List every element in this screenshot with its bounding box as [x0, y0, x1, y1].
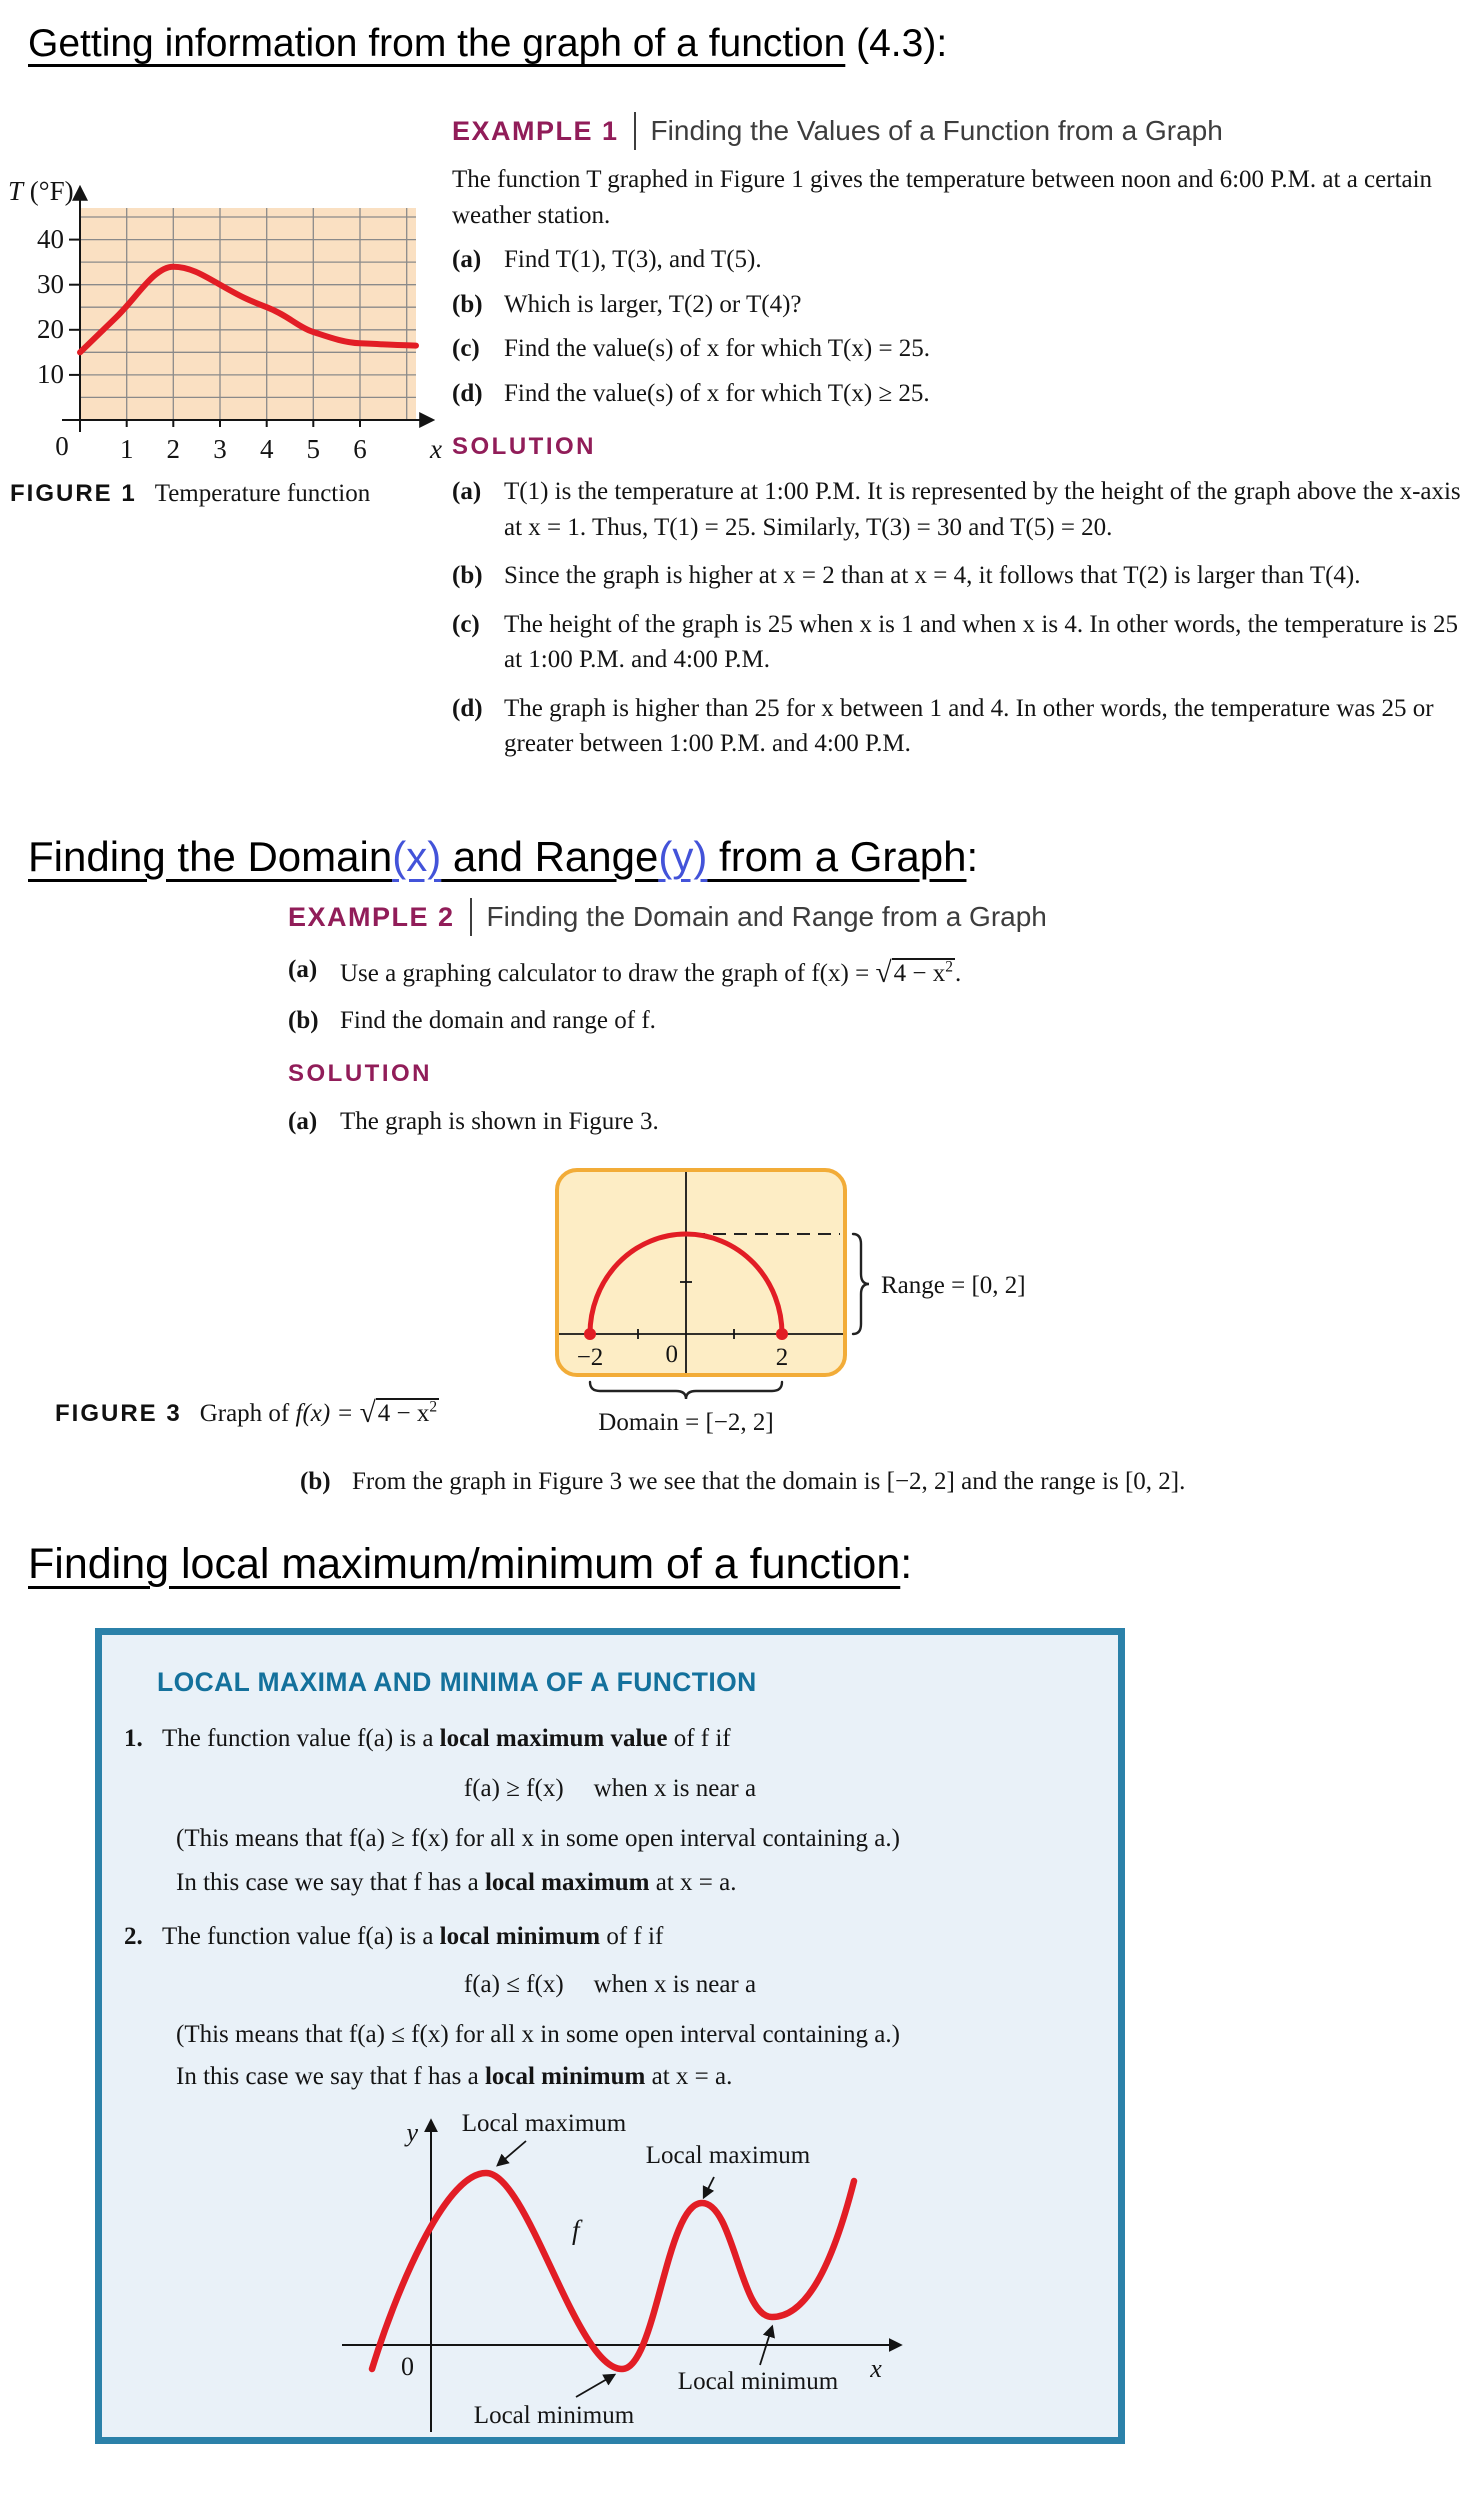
example1-solution-b: [452, 558, 1480, 594]
definition-item-2-note: (This means that f(a) ≤ f(x) for all x in some open interval containing a.): [176, 2021, 900, 2048]
radicand-text: 4 − x: [893, 960, 946, 987]
extrema-local-maximum-1-label: Local maximum: [461, 2110, 627, 2137]
example1-header-divider: [634, 112, 636, 150]
section-heading-2-colon: :: [966, 833, 979, 880]
extrema-origin-label: 0: [401, 2352, 414, 2381]
figure3-square-root-expression: [359, 1397, 440, 1429]
example2-item-b: [288, 1003, 1308, 1039]
figure1-x-tick-1: 1: [119, 434, 134, 464]
definition-item-2-formula-math: f(a) ≤ f(x): [463, 1971, 564, 1998]
figure3-graph: [540, 1158, 1140, 1458]
section-heading-1: [28, 22, 947, 66]
example1-item-a: [452, 242, 1480, 278]
definition-item-1-conclusion: [176, 1869, 1076, 1897]
definition-item-1-bold: local maximum value: [439, 1725, 668, 1752]
figure3-caption-text: [200, 1396, 439, 1429]
definition-item-1-formula: [102, 1775, 1118, 1803]
example2-solution-b: [300, 1464, 1460, 1500]
definition-item-2-conclusion-bold: local minimum: [484, 2063, 646, 2090]
example2-solution-a: [288, 1104, 1308, 1140]
example2-item-a-text: [340, 952, 1308, 994]
example2-label: EXAMPLE 2: [288, 901, 455, 932]
example2-header: [288, 898, 1308, 936]
example2-item-a: [288, 952, 1308, 994]
definition-item-1-number: 1.: [124, 1725, 143, 1752]
figure3-radicand-exponent: 2: [429, 1398, 438, 1416]
definition-item-1-formula-condition: when x is near a: [593, 1775, 757, 1802]
example1-solution-d-text: The graph is higher than 25 for x between 1 and 4. In other words, the temperature was 25 or greater between 1:00 P.M. and 4:00 P.M.: [504, 694, 1434, 757]
example1-solution-label: SOLUTION: [452, 433, 596, 460]
example2-item-b-label: (b): [288, 1006, 319, 1034]
example2-item-a-pre: Use a graphing calculator to draw the graph of f(x) =: [340, 960, 876, 987]
local-extrema-graph: [314, 2097, 1014, 2442]
figure1-caption: [10, 480, 370, 508]
example2-title: Finding the Domain and Range from a Graph: [486, 901, 1047, 932]
example1-solution-c-label: (c): [452, 610, 480, 638]
example1-item-b-text: Which is larger, T(2) or T(4)?: [504, 290, 802, 318]
definition-item-2-bold: local minimum: [439, 1923, 601, 1950]
definition-item-2-post: of f if: [600, 1923, 664, 1950]
definition-item-1: [124, 1721, 1064, 1756]
extrema-local-minimum-1-label: Local minimum: [473, 2402, 635, 2429]
section-heading-1-underlined: Getting information from the graph of a function: [28, 22, 846, 65]
section-heading-2-x: (x): [392, 833, 442, 880]
example2-block: [288, 898, 1308, 1140]
radical-sign: √: [875, 957, 892, 989]
figure1-x-axis-label: x: [430, 434, 442, 464]
figure1-caption-label: FIGURE 1: [10, 480, 137, 507]
extrema-y-axis-label: y: [406, 2118, 418, 2147]
local-maxima-minima-definition-box: [95, 1628, 1125, 2444]
figure3-caption-math: f(x) =: [295, 1400, 360, 1427]
definition-item-2-formula: [102, 1971, 1118, 1999]
example2-item-a-period: .: [955, 960, 962, 987]
example1-header: [452, 112, 1480, 150]
extrema-local-maximum-2-label: Local maximum: [645, 2142, 811, 2169]
figure1-y-tick-10: 10: [37, 359, 64, 389]
example1-item-d-text: Find the value(s) of x for which T(x) ≥ 25.: [504, 379, 930, 407]
section-heading-3-colon: :: [900, 1540, 913, 1588]
example2-solution-a-label: (a): [288, 1108, 318, 1136]
example2-item-a-label: (a): [288, 956, 318, 983]
example1-solution-a: [452, 474, 1480, 545]
figure1-y-tick-40: 40: [37, 224, 64, 254]
figure3-domain-label: Domain = [−2, 2]: [598, 1409, 774, 1436]
example1-intro: The function T graphed in Figure 1 gives the temperature between noon and 6:00 P.M. at a certain weather station.: [452, 166, 1433, 229]
figure3-radicand: [376, 1398, 439, 1427]
definition-item-1-conclusion-post: at x = a.: [649, 1869, 737, 1896]
figure3-caption: [55, 1396, 439, 1429]
example1-solution-a-text: T(1) is the temperature at 1:00 P.M. It is represented by the height of the graph above the x-axis at x = 1. Thus, T(1) = 25. Similarly, T(3) = 30 and T(5) = 20.: [504, 478, 1461, 541]
example1-solution-c-text: The height of the graph is 25 when x is 1 and when x is 4. In other words, the temperature is 25 at 1:00 P.M. and 4:00 P.M.: [504, 610, 1458, 673]
example1-solution-d-label: (d): [452, 694, 483, 722]
definition-item-2-text: [162, 1919, 663, 1954]
section-heading-2: [28, 833, 978, 881]
figure3-endpoint-left: [584, 1328, 596, 1340]
figure1-y-axis-unit: (°F): [23, 176, 74, 206]
figure3-endpoint-right: [776, 1328, 788, 1340]
figure3-caption-pre: Graph of: [199, 1400, 296, 1427]
example1-solution-c: [452, 607, 1480, 678]
radicand: [892, 958, 955, 987]
example1-item-c: [452, 331, 1480, 367]
example1-solution-b-label: (b): [452, 562, 483, 589]
figure1-caption-text: Temperature function: [154, 480, 371, 507]
definition-item-2-conclusion: [176, 2063, 1076, 2091]
figure1-x-tick-2: 2: [166, 434, 181, 464]
figure1-origin-label: 0: [55, 431, 69, 461]
figure3-radical-sign: √: [359, 1397, 376, 1429]
figure3-radicand-text: 4 − x: [377, 1400, 430, 1427]
section-heading-3-underlined: Finding local maximum/minimum of a function: [28, 1540, 901, 1588]
figure3-range-label: Range = [0, 2]: [881, 1272, 1026, 1299]
section-heading-2-part1: Finding the Domain: [28, 833, 393, 880]
figure3-caption-label: FIGURE 3: [55, 1400, 182, 1427]
example1-items: [452, 242, 1480, 411]
definition-item-2-conclusion-pre: In this case we say that f has a: [176, 2063, 485, 2090]
figure1-y-axis-label: [8, 176, 74, 206]
section-heading-2-part3: from a Graph: [707, 833, 967, 880]
section-heading-2-part2: and Range: [441, 833, 659, 880]
example1-item-a-text: Find T(1), T(3), and T(5).: [504, 246, 762, 273]
square-root-expression: [875, 957, 955, 989]
section-heading-1-suffix: (4.3):: [845, 22, 948, 65]
figure1-graph: [6, 168, 451, 468]
extrema-local-minimum-2-label: Local minimum: [677, 2368, 839, 2395]
example2-solution-b-text: From the graph in Figure 3 we see that the domain is [−2, 2] and the range is [0, 2].: [352, 1468, 1186, 1495]
example1-label: EXAMPLE 1: [452, 115, 619, 146]
definition-box-title: LOCAL MAXIMA AND MINIMA OF A FUNCTION: [157, 1667, 757, 1697]
figure3-tick-minus2: −2: [576, 1344, 604, 1371]
example1-item-d: [452, 376, 1480, 412]
figure1-x-tick-marks: [127, 420, 360, 427]
example1-item-c-label: (c): [452, 335, 480, 362]
example1-item-c-text: Find the value(s) of x for which T(x) = 25.: [504, 335, 931, 362]
extrema-x-axis-label: x: [870, 2354, 882, 2383]
example1-item-b-label: (b): [452, 290, 483, 318]
example2-solution-label: SOLUTION: [288, 1060, 432, 1088]
example1-title: Finding the Values of a Function from a Graph: [650, 115, 1223, 146]
definition-item-1-post: of f if: [667, 1725, 731, 1752]
definition-item-2-formula-condition: when x is near a: [593, 1971, 757, 1998]
example2-item-b-text: Find the domain and range of f.: [340, 1006, 656, 1034]
figure3-range-brace: [853, 1234, 869, 1334]
definition-item-1-text: [162, 1721, 731, 1756]
figure1-x-tick-4: 4: [259, 434, 274, 464]
section-heading-3: [28, 1540, 912, 1589]
example1-solution-b-text: Since the graph is higher at x = 2 than at x = 4, it follows that T(2) is larger than T(4).: [504, 562, 1361, 589]
definition-item-1-conclusion-pre: In this case we say that f has a: [176, 1869, 485, 1896]
example1-block: [452, 112, 1480, 762]
example1-item-d-label: (d): [452, 379, 483, 407]
example1-item-a-label: (a): [452, 246, 482, 273]
figure3-tick-0: 0: [665, 1341, 678, 1368]
figure3-tick-2: 2: [775, 1344, 789, 1371]
example1-solution-items: [452, 474, 1480, 762]
definition-item-2: [124, 1919, 1064, 1954]
radicand-exponent: 2: [945, 958, 953, 976]
definition-item-1-conclusion-bold: local maximum: [484, 1869, 650, 1896]
figure3-domain-brace: [590, 1382, 782, 1399]
extrema-function-curve: [372, 2173, 854, 2369]
definition-item-2-conclusion-post: at x = a.: [645, 2063, 733, 2090]
figure1-x-tick-3: 3: [213, 434, 227, 464]
example2-solution-a-text: The graph is shown in Figure 3.: [340, 1108, 659, 1136]
figure1-y-tick-20: 20: [37, 314, 64, 344]
example1-solution-d: [452, 691, 1480, 762]
example1-item-b: [452, 287, 1480, 323]
example2-header-divider: [470, 898, 472, 936]
definition-item-1-formula-math: f(a) ≥ f(x): [463, 1775, 564, 1802]
extrema-function-label: f: [572, 2215, 580, 2245]
definition-item-2-pre: The function value f(a) is a: [162, 1923, 440, 1950]
figure1-x-tick-6: 6: [353, 434, 367, 464]
definition-item-1-pre: The function value f(a) is a: [162, 1725, 440, 1752]
section-heading-2-y: (y): [658, 833, 708, 880]
figure1-y-tick-30: 30: [37, 269, 64, 299]
example1-solution-a-label: (a): [452, 478, 482, 505]
figure1-x-tick-5: 5: [306, 434, 321, 464]
definition-item-1-note: (This means that f(a) ≥ f(x) for all x in some open interval containing a.): [176, 1825, 900, 1852]
figure1-y-axis-variable: T: [8, 176, 24, 206]
example2-solution-b-label: (b): [300, 1468, 331, 1495]
definition-item-2-number: 2.: [124, 1923, 143, 1950]
